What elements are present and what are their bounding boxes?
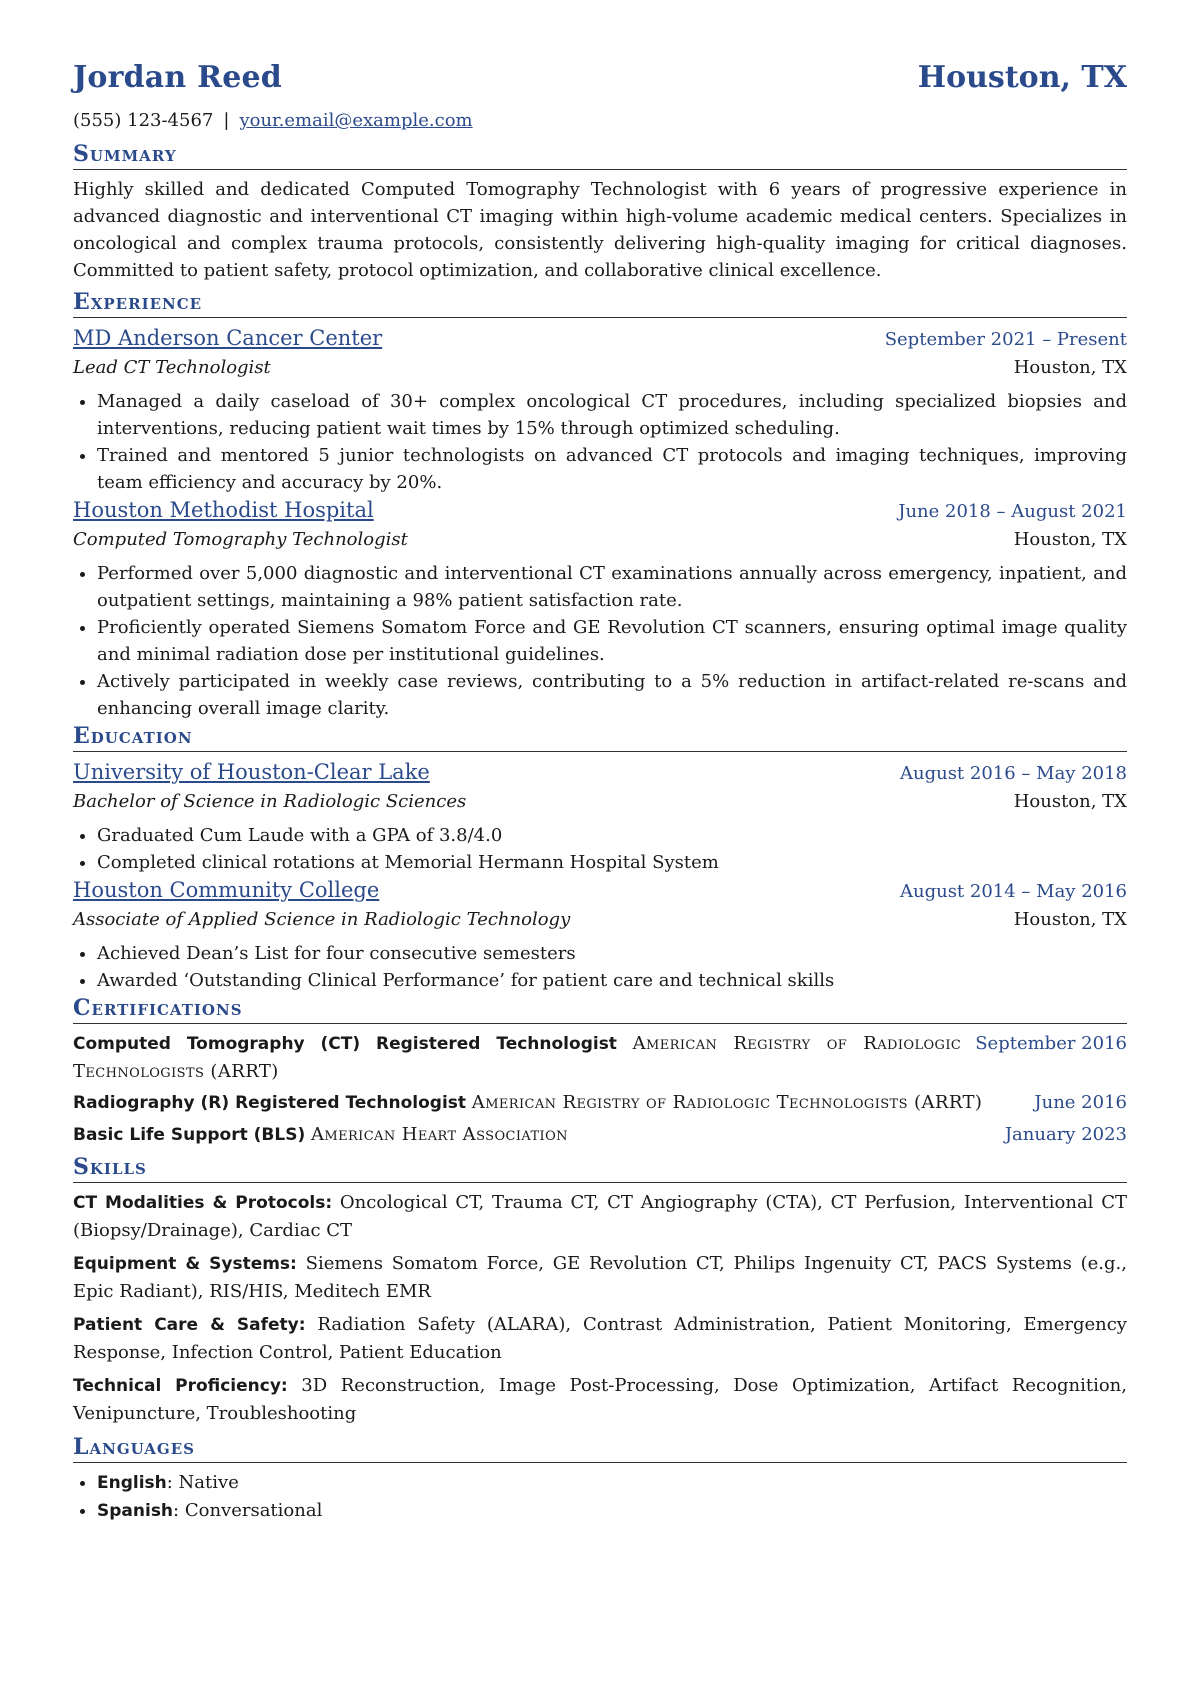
job-title: Computed Tomography Technologist (73, 529, 408, 550)
email-link[interactable]: your.email@example.com (239, 110, 473, 131)
skill-group (73, 1311, 1127, 1366)
bullet-list (73, 940, 1127, 994)
languages-section (73, 1433, 1127, 1525)
certification-issuer: American Heart Association (310, 1124, 568, 1145)
skill-group-text: Oncological CT, Trauma CT, CT Angiography (CTA), CT Perfusion, Interventional CT (Biopsy/Drainage), Cardiac CT (73, 1192, 1127, 1241)
certification-item (73, 1121, 1127, 1149)
skill-group-label: Patient Care & Safety: (73, 1315, 306, 1335)
entry-location: Houston, TX (1013, 909, 1127, 930)
bullet-item: • Completed clinical rotations at Memorial Hermann Hospital System (97, 849, 1127, 876)
bullet-item: • Managed a daily caseload of 30+ complex oncological CT procedures, including specialized biopsies and interventions, reducing patient wait times by 15% through optimized scheduling. (97, 388, 1127, 442)
section-title-experience: Experience (73, 288, 1127, 318)
bullet-item: • Proficiently operated Siemens Somatom Force and GE Revolution CT scanners, ensuring optimal image quality and minimal radiation dose per institutional guidelines. (97, 614, 1127, 668)
contact-line (73, 110, 1127, 140)
experience-entry (73, 496, 1127, 722)
school-link[interactable]: University of Houston-Clear Lake (73, 760, 430, 784)
certification-date: June 2016 (1034, 1092, 1127, 1113)
entry-date: August 2014 – May 2016 (899, 881, 1127, 902)
contact-separator: | (223, 110, 230, 131)
certifications-section (73, 994, 1127, 1149)
entry-location: Houston, TX (1013, 529, 1127, 550)
skills-section (73, 1153, 1127, 1427)
candidate-name: Jordan Reed (73, 60, 282, 95)
section-title-certifications: Certifications (73, 994, 1127, 1024)
certification-date: September 2016 (975, 1033, 1127, 1054)
job-title: Lead CT Technologist (73, 357, 271, 378)
certification-item (73, 1030, 1127, 1085)
degree-title: Associate of Applied Science in Radiologic Technology (73, 909, 571, 930)
language-level: : Conversational (173, 1500, 323, 1521)
bullet-list (73, 560, 1127, 722)
language-name: Spanish (97, 1501, 174, 1521)
bullet-item: • Graduated Cum Laude with a GPA of 3.8/4.0 (97, 822, 1127, 849)
language-item (97, 1497, 1127, 1525)
degree-title: Bachelor of Science in Radiologic Sciences (73, 791, 467, 812)
section-title-skills: Skills (73, 1153, 1127, 1183)
certification-issuer: American Registry of Radiologic Technologists (ARRT) (73, 1033, 962, 1082)
language-name: English (97, 1473, 167, 1493)
skill-group-label: Technical Proficiency: (73, 1376, 288, 1396)
education-entry (73, 876, 1127, 994)
employer-link[interactable]: Houston Methodist Hospital (73, 498, 374, 522)
certification-issuer: American Registry of Radiologic Technologists (ARRT) (471, 1092, 983, 1113)
certification-item (73, 1089, 1127, 1117)
phone-number: (555) 123-4567 (73, 110, 214, 131)
entry-date: June 2018 – August 2021 (898, 501, 1127, 522)
section-title-languages: Languages (73, 1433, 1127, 1463)
experience-section (73, 288, 1127, 722)
bullet-item: • Awarded ‘Outstanding Clinical Performance’ for patient care and technical skills (97, 967, 1127, 994)
skill-group-label: CT Modalities & Protocols: (73, 1193, 333, 1213)
bullet-item: • Trained and mentored 5 junior technologists on advanced CT protocols and imaging techniques, improving team efficiency and accuracy by 20%. (97, 442, 1127, 496)
summary-section (73, 140, 1127, 284)
skill-group (73, 1372, 1127, 1427)
entry-location: Houston, TX (1013, 357, 1127, 378)
candidate-location: Houston, TX (917, 60, 1127, 95)
bullet-list (73, 822, 1127, 876)
language-level: : Native (166, 1472, 239, 1493)
school-link[interactable]: Houston Community College (73, 878, 380, 902)
language-item (97, 1469, 1127, 1497)
bullet-item: • Performed over 5,000 diagnostic and interventional CT examinations annually across emergency, inpatient, and outpatient settings, maintaining a 98% patient satisfaction rate. (97, 560, 1127, 614)
education-section (73, 722, 1127, 994)
resume-page (73, 60, 1127, 1525)
entry-date: September 2021 – Present (884, 329, 1127, 350)
skill-group-text: Siemens Somatom Force, GE Revolution CT, Philips Ingenuity CT, PACS Systems (e.g., Epic Radiant), RIS/HIS, Meditech EMR (73, 1253, 1127, 1302)
resume-header (73, 60, 1127, 106)
summary-text: Highly skilled and dedicated Computed Tomography Technologist with 6 years of progressive experience in advanced diagnostic and interventional CT imaging within high-volume academic medical centers. Specializes in oncological and complex trauma protocols, consistently delivering high-quality imaging for critical diagnoses. Committed to patient safety, protocol optimization, and collaborative clinical excellence. (73, 179, 1127, 281)
certification-name: Computed Tomography (CT) Registered Technologist (73, 1034, 617, 1054)
bullet-list (73, 388, 1127, 496)
skill-group-text: Radiation Safety (ALARA), Contrast Administration, Patient Monitoring, Emergency Response, Infection Control, Patient Education (73, 1314, 1127, 1363)
certification-date: January 2023 (1004, 1124, 1127, 1145)
bullet-item: • Actively participated in weekly case reviews, contributing to a 5% reduction in artifact-related re-scans and enhancing overall image clarity. (97, 668, 1127, 722)
language-list (73, 1469, 1127, 1525)
certification-name: Radiography (R) Registered Technologist (73, 1093, 467, 1113)
skill-group-label: Equipment & Systems: (73, 1254, 297, 1274)
skill-group (73, 1250, 1127, 1305)
certification-name: Basic Life Support (BLS) (73, 1125, 306, 1145)
skill-group (73, 1189, 1127, 1244)
section-title-education: Education (73, 722, 1127, 752)
entry-location: Houston, TX (1013, 791, 1127, 812)
employer-link[interactable]: MD Anderson Cancer Center (73, 326, 383, 350)
experience-entry (73, 324, 1127, 496)
section-title-summary: Summary (73, 140, 1127, 170)
entry-date: August 2016 – May 2018 (899, 763, 1127, 784)
bullet-item: • Achieved Dean’s List for four consecutive semesters (97, 940, 1127, 967)
education-entry (73, 758, 1127, 876)
skill-group-text: 3D Reconstruction, Image Post-Processing, Dose Optimization, Artifact Recognition, Venipuncture, Troubleshooting (73, 1375, 1127, 1424)
